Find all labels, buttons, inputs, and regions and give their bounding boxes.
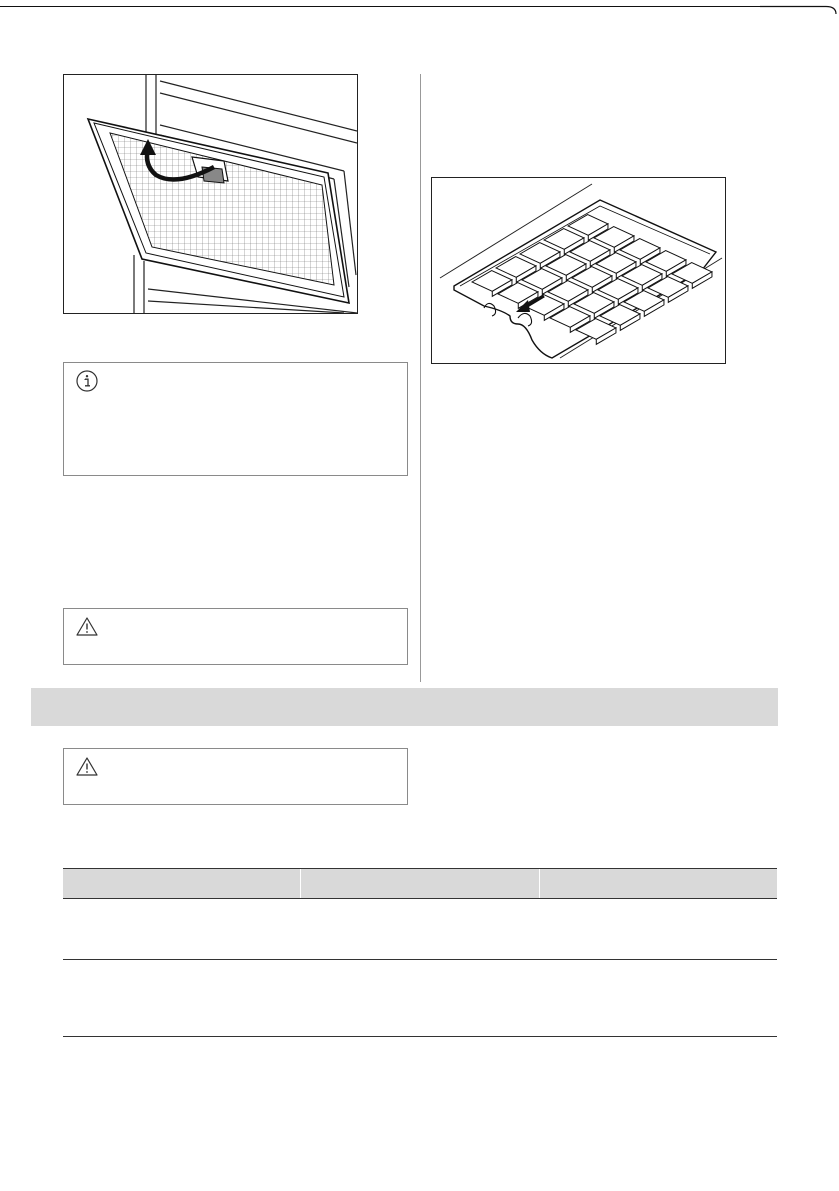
charcoal-filter-illustration <box>432 178 725 363</box>
table-cell <box>539 960 777 1036</box>
warning-icon <box>75 755 99 779</box>
table-row <box>63 899 777 960</box>
grease-filter-removal-illustration <box>64 75 357 313</box>
data-table <box>63 868 777 1037</box>
table-header <box>63 868 777 899</box>
page-header-rule <box>0 0 839 14</box>
table-cell <box>63 899 300 959</box>
header-rule-line <box>0 6 760 7</box>
table-header-cell <box>300 869 538 898</box>
warning-note <box>63 748 408 805</box>
table-cell <box>300 960 538 1036</box>
column-divider <box>420 74 421 682</box>
carbon-filter-figure <box>431 177 726 364</box>
table-row <box>63 960 777 1037</box>
table-cell <box>63 960 300 1036</box>
header-rule-cap <box>760 0 839 14</box>
table-header-cell <box>63 869 300 898</box>
table-header-cell <box>539 869 777 898</box>
grease-filter-figure <box>63 74 358 314</box>
table-cell <box>300 899 538 959</box>
info-note <box>63 362 408 476</box>
warning-note <box>63 608 408 665</box>
table-cell <box>539 899 777 959</box>
warning-icon <box>75 615 99 639</box>
info-icon <box>75 369 99 393</box>
section-heading-band <box>31 688 778 726</box>
